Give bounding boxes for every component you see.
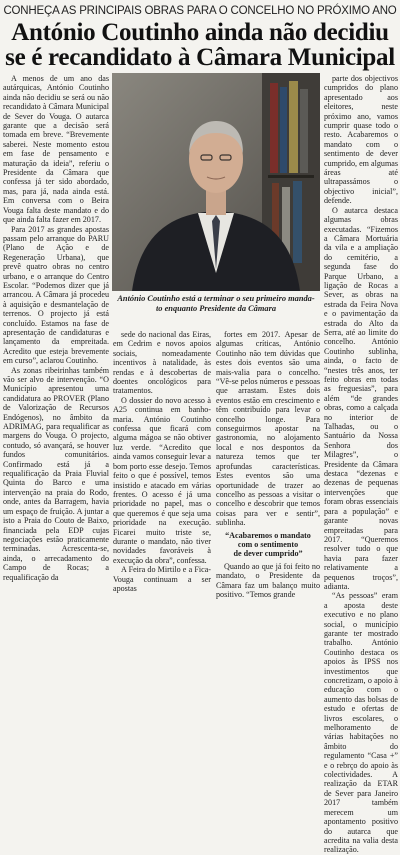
paragraph: O dossier do novo acesso à A25 continua em banho-maria. António Coutinho confessa que ficará com alguma mágoa se não obtiver luz verde. “Acredito que ainda vamos conseguir levar a bom porto esse desejo. Temos feito o que é possível, temos insistido e atacado em várias frentes. O acesso é já uma prioridade no papel, mas o que queremos é que seja uma prioridade na execução. Ficarei muito triste se, durante o mandato, não tiver novidades favoráveis à execução da obra”, confessa. <box>113 395 211 565</box>
paragraph: A Feira do Mirtilo e a Fica-Vouga continuam a ser apostas <box>113 565 211 593</box>
article-column-3 <box>216 330 320 599</box>
kicker: CONHEÇA AS PRINCIPAIS OBRAS PARA O CONCELHO NO PRÓXIMO ANO <box>3 5 397 17</box>
paragraph: “As pessoas” eram a aposta deste executivo e no plano social, o município garante ter mostrado trabalho. António Coutinho destaca os apoios às IPSS nos investimentos que concretizam, o apoio à educação com o aumento das bolsas de estudo e ofertas de livros escolares, o melhoramento de várias habitações no âmbito do regulamento “Casa +” e o rebrço do apoio às colectividades. A realização da ETAR de Sever para Janeiro 2017 também merecem um apontamento positivo do autarca que acredita na valia desta realização. <box>324 591 398 855</box>
paragraph: A menos de um ano das autárquicas, António Coutinho ainda não decidiu se será ou não recandidato à Câmara Municipal de Sever do Vouga. O autarca garante que a decisão será tomada em breve. “Brevemente saberei. Neste momento estou em fase de pensamento e maturação da ideia”, referiu o Presidente da Câmara que confessa já ter sido abordado, mas, para já, nada ainda está. Em conversa com o Beira Vouga falta deste mandato e do que ainda falta fazer em 2017. <box>3 74 109 225</box>
paragraph: O autarca destaca algumas obras executadas. “Fizemos a Câmara Mortuária da vila e a ampliação do cemitério, a segunda fase do Parque Urbano, a ligação de Rocas a Sever, as obras na estrada da Feira Nova e o pavimentação da estrada do Alto da Serra, até ao limite do concelho. António Coutinho sublinha, ainda, o facto de “nestes três anos, ter feito obras em todas as freguesias”, para além “de grandes obras, como a calçada no interior de Talhadas, ou o Santuário da Nossa Senhora dos Milagres”, o Presidente da Câmara destaca “dezenas e dezenas de pequenas intervenções que foram obras essenciais para a população” e garante novas empreitadas para 2017. “Queremos resolver tudo o que havia para fazer relativamente a pequenos troços”, adianta. <box>324 205 398 591</box>
portrait-illustration <box>112 73 320 291</box>
paragraph: fortes em 2017. Apesar de algumas críticas, António Coutinho não tem dúvidas que estes dois eventos são uma mais-valia para o concelho. “Vê-se pelos números e pessoas que arrastam. Estes dois eventos estão em crescimento e têm contribuído para levar o concelho longe. Para conseguirmos apostar na gastronomia, no alojamento local e nos despontos da natureza temos que ter aprofundas características. Estes eventos são uma oportunidade de trazer ao concelho as pessoas a visitar o concelho e descobrir que temos coisas para ver e sentir”, sublinha. <box>216 330 320 528</box>
photo-caption-line-2: to enquanto Presidente da Câmara <box>155 304 277 313</box>
paragraph: parte dos objectivos cumpridos do plano apresentado aos eleitores, neste próximo ano, vamos cumprir quase todo o resto. Acabaremos o mandato com o sentimento de dever cumprido, em algumas áreas até ultrapassámos o objectivo inicial”, defende. <box>324 74 398 206</box>
headline-line-2: se é recandidato à Câmara Municipal <box>5 44 395 71</box>
subheading <box>216 531 320 559</box>
paragraph: sede do nacional das Eiras, em Cedrim e novos apoios sociais, nomeadamente incentivos à natalidade, às rendas e à descobertas de doentes oncológicos para tratamentos. <box>113 330 211 396</box>
article-column-1 <box>3 74 109 582</box>
photo-caption <box>112 294 320 314</box>
portrait-photo <box>112 73 320 291</box>
headline <box>0 20 400 70</box>
paragraph: Quando ao que já foi feito no mandato, o Presidente da Câmara faz um balanço muito positivo. “Temos grande <box>216 561 320 599</box>
article-column-4 <box>324 74 398 855</box>
headline-line-1: António Coutinho ainda não decidiu <box>11 19 389 46</box>
subheading-line-3: de dever cumprido” <box>233 549 303 559</box>
subheading-line-2: com o sentimento <box>237 539 299 549</box>
photo-caption-line-1: António Coutinho está a terminar o seu primeiro manda- <box>117 294 315 303</box>
paragraph: Para 2017 as grandes apostas passam pelo arranque do PARU (Plano de Ação e de Regeneração Urbana), que prevê quatro obras no centro urbano, e o arranque do Centro Escolar. “Podemos dizer que já arrancou. A Câmara já procedeu à aquisição e desmantelação de terrenos. O projecto já está concluído. Estamos na fase de apresentação de candidaturas e lançamento da empreitada. Acredito que esteja brevemente em curso”, aclarou Coutinho. <box>3 224 109 366</box>
subheading-line-1: “Acabaremos o mandato <box>225 530 311 540</box>
article-column-2 <box>113 330 211 593</box>
paragraph: As zonas ribeirinhas também vão ser alvo de intervenção. “O Município apresentou uma candidatura ao PROVER (Plano de Valorização de Recursos Endógenos), no âmbito da ADRIMAG, para requalificar as margens do Vouga. O projecto, contudo, só avançará, se houver fundos comunitários. Confirmado está já a requalificação da Praia Fluvial Quinta do Barco e uma intervenção na praia do Rodo, onde, antes da Barragem, havia um espaço de fruição. A juntar a isto a Praia do Couto de Baixo, financiada pela EDP cujas negociações estão praticamente terminadas. Acrescenta-se, ainda, o arrecadamento do Campo de Rocas; a requalificação da <box>3 365 109 582</box>
